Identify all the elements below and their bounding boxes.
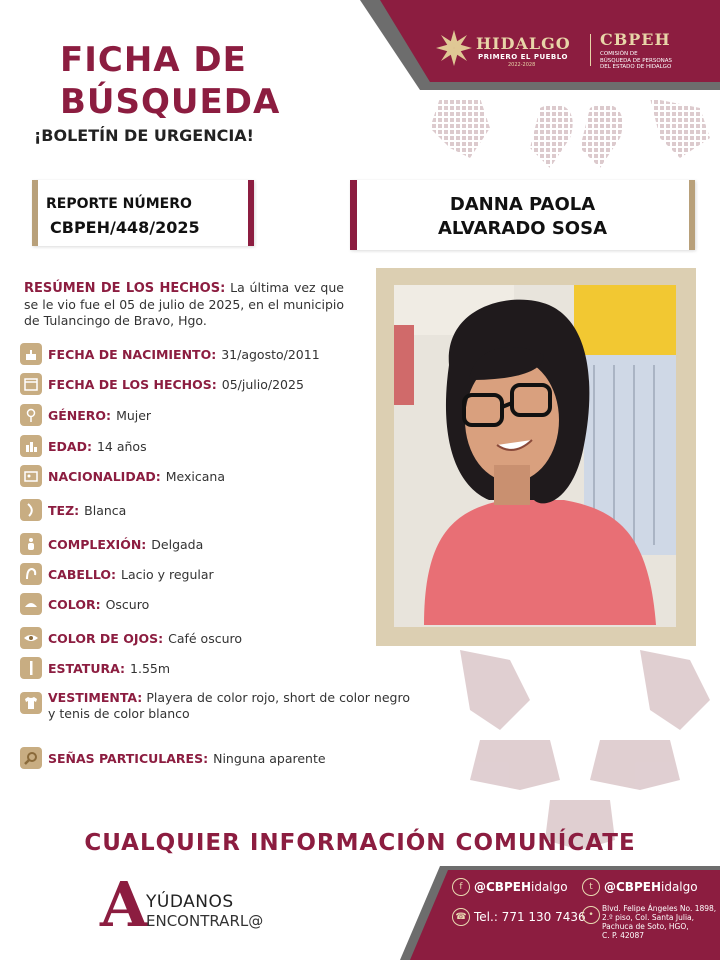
report-card-accent-left	[32, 180, 38, 246]
report-card	[32, 180, 254, 246]
height-icon	[20, 657, 42, 679]
address-line3: Pachuca de Soto, HGO,	[602, 922, 689, 931]
eye-icon	[20, 627, 42, 649]
help-logo-line2: ENCONTRARL@	[146, 912, 264, 930]
field-label: TEZ:	[48, 502, 80, 518]
field-row	[20, 372, 304, 396]
summary-text: La última vez que se le vio fue el 05 de julio de 2025, en el municipio de Tulancingo de Bravo, Hgo.	[24, 280, 344, 328]
field-value: Oscuro	[105, 596, 150, 612]
name-card-accent-right	[689, 180, 695, 250]
field-row	[20, 656, 170, 680]
call-to-action: CUALQUIER INFORMACIÓN COMUNÍCATE	[84, 830, 636, 856]
field-value: 14 años	[96, 438, 147, 454]
summary-label: RESÚMEN DE LOS HECHOS:	[24, 281, 226, 296]
hidalgo-tagline: PRIMERO EL PUEBLO	[478, 53, 568, 61]
facebook-handle-rest: idalgo	[531, 880, 568, 894]
field-row	[20, 434, 147, 458]
field-label: COLOR:	[48, 596, 101, 612]
field-value: Lacio y regular	[121, 566, 214, 582]
twitter-contact[interactable]	[582, 878, 698, 896]
cbpeh-line2: BÚSQUEDA DE PERSONAS	[600, 57, 673, 64]
field-label: GÉNERO:	[48, 407, 112, 423]
title-line1: FICHA DE	[60, 40, 247, 80]
person-photo	[394, 285, 676, 627]
field-value: 05/julio/2025	[221, 376, 304, 392]
contact-footer	[400, 866, 720, 960]
hair-color-icon	[20, 593, 42, 615]
shirt-icon	[20, 692, 42, 714]
cbpeh-line1: COMISIÓN DE	[600, 51, 638, 57]
field-label: COMPLEXIÓN:	[48, 536, 147, 552]
name-card	[350, 180, 695, 250]
help-logo-letter: A	[100, 868, 149, 941]
field-row	[20, 403, 151, 427]
report-card-accent-right	[248, 180, 254, 246]
field-value: Blanca	[84, 502, 127, 518]
field-value: Delgada	[151, 536, 204, 552]
person-name-line2: ALVARADO SOSA	[437, 218, 608, 239]
hidalgo-years: 2022-2028	[508, 62, 536, 68]
clothing-row	[20, 690, 410, 722]
cbpeh-line3: DEL ESTADO DE HIDALGO	[600, 64, 672, 70]
report-label: REPORTE NÚMERO	[46, 196, 192, 212]
field-row	[20, 626, 242, 650]
phone-number: Tel.: 771 130 7436	[474, 910, 586, 924]
field-row	[20, 498, 126, 522]
address-line4: C. P. 42087	[602, 931, 644, 940]
facebook-contact[interactable]	[452, 878, 568, 896]
marks-label: SEÑAS PARTICULARES:	[48, 750, 209, 766]
field-label: EDAD:	[48, 438, 92, 454]
field-label: COLOR DE OJOS:	[48, 630, 164, 646]
embroidery-pattern-lower	[440, 640, 720, 850]
calendar-icon	[20, 373, 42, 395]
field-row	[20, 562, 214, 586]
facebook-icon: f	[452, 878, 470, 896]
phone-contact[interactable]	[452, 908, 586, 926]
twitter-icon: t	[582, 878, 600, 896]
field-label: ESTATURA:	[48, 660, 126, 676]
field-value: 1.55m	[130, 660, 171, 676]
field-value: 31/agosto/2011	[221, 346, 320, 362]
field-value: Mexicana	[165, 468, 226, 484]
hidalgo-wordmark: HIDALGO	[476, 34, 571, 53]
hidalgo-logo	[436, 30, 576, 70]
hair-icon	[20, 563, 42, 585]
field-label: CABELLO:	[48, 566, 117, 582]
address-pin	[582, 906, 604, 924]
photo-illustration	[394, 285, 676, 627]
title-line2: BÚSQUEDA	[60, 82, 281, 122]
flower-logo-icon	[436, 30, 472, 66]
marks-value: Ninguna aparente	[213, 750, 326, 766]
field-label: FECHA DE LOS HECHOS:	[48, 376, 217, 392]
gender-icon	[20, 404, 42, 426]
cbpeh-logo	[600, 30, 710, 70]
clothing-label: VESTIMENTA:	[48, 690, 143, 705]
field-row	[20, 464, 225, 488]
body-icon	[20, 533, 42, 555]
field-value: Café oscuro	[168, 630, 243, 646]
field-label: NACIONALIDAD:	[48, 468, 161, 484]
location-pin-icon: •	[582, 906, 600, 924]
summary-block	[24, 280, 344, 329]
clothing-value: Playera de color rojo, short de color negro y tenis de color blanco	[48, 690, 410, 721]
age-icon	[20, 435, 42, 457]
report-number: CBPEH/448/2025	[50, 218, 200, 237]
help-logo-line1: YÚDANOS	[146, 892, 234, 912]
field-value: Mujer	[116, 407, 152, 423]
person-name-line1: DANNA PAOLA	[449, 194, 596, 215]
skin-icon	[20, 499, 42, 521]
help-logo	[100, 868, 300, 946]
twitter-handle-bold: @CBPEH	[604, 880, 661, 894]
field-row	[20, 532, 203, 556]
facebook-handle-bold: @CBPEH	[474, 880, 531, 894]
magnifier-icon	[20, 747, 42, 769]
name-card-accent-left	[350, 180, 357, 250]
cake-icon	[20, 343, 42, 365]
urgency-subtitle: ¡BOLETÍN DE URGENCIA!	[34, 126, 254, 145]
twitter-handle-rest: idalgo	[661, 880, 698, 894]
address-line1: Blvd. Felipe Ángeles No. 1898,	[602, 904, 717, 913]
id-card-icon	[20, 465, 42, 487]
field-row	[20, 592, 149, 616]
address-line2: 2.º piso, Col. Santa Julia,	[602, 913, 695, 922]
phone-icon: ☎	[452, 908, 470, 926]
cbpeh-wordmark: CBPEH	[600, 30, 671, 49]
logo-divider	[590, 34, 591, 66]
field-label: FECHA DE NACIMIENTO:	[48, 346, 217, 362]
address-block	[602, 904, 716, 940]
field-row	[20, 342, 320, 366]
marks-row	[20, 746, 326, 770]
